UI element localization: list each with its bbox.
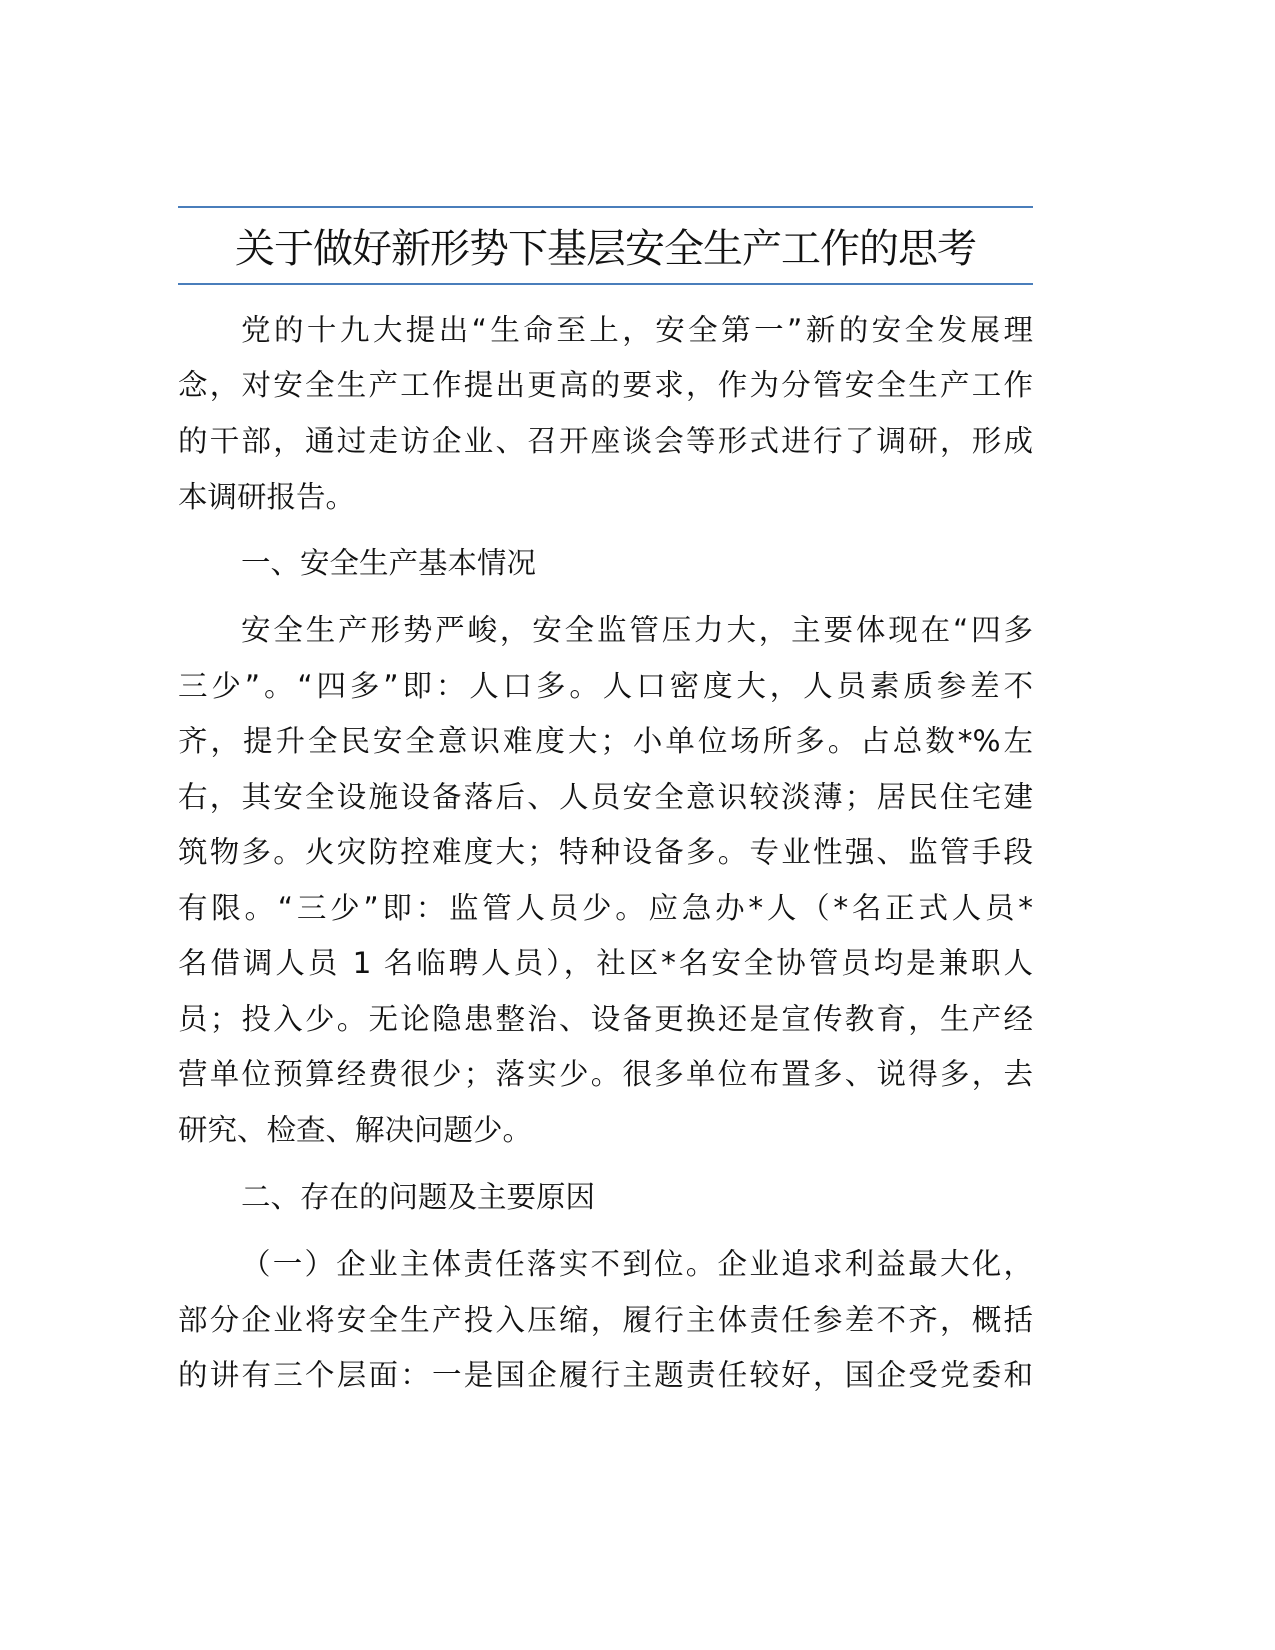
paragraph-line: 的讲有三个层面：一是国企履行主题责任较好，国企受党委和 [178, 1358, 1033, 1392]
paragraph-line: 本调研报告。 [178, 480, 356, 514]
title-bottom-rule [178, 283, 1033, 285]
paragraph-line: 部分企业将安全生产投入压缩，履行主体责任参差不齐，概括 [178, 1303, 1033, 1337]
paragraph-line: 齐，提升全民安全意识难度大；小单位场所多。占总数*%左 [178, 724, 1033, 758]
paragraph-line: 的干部，通过走访企业、召开座谈会等形式进行了调研，形成 [178, 424, 1033, 458]
paragraph-line: 有限。“三少”即：监管人员少。应急办*人（*名正式人员* [178, 891, 1033, 925]
paragraph-line: 员；投入少。无论隐患整治、设备更换还是宣传教育，生产经 [178, 1002, 1033, 1036]
paragraph-line: （一）企业主体责任落实不到位。企业追求利益最大化， [241, 1247, 1033, 1281]
section-heading: 二、存在的问题及主要原因 [241, 1180, 596, 1214]
paragraph-line: 三少”。“四多”即：人口多。人口密度大，人员素质参差不 [178, 669, 1033, 703]
document-title: 关于做好新形势下基层安全生产工作的思考 [235, 226, 976, 272]
paragraph-line: 右，其安全设施设备落后、人员安全意识较淡薄；居民住宅建 [178, 780, 1033, 814]
paragraph-line: 名借调人员 1 名临聘人员），社区*名安全协管员均是兼职人 [178, 946, 1033, 980]
paragraph-line: 筑物多。火灾防控难度大；特种设备多。专业性强、监管手段 [178, 835, 1033, 869]
paragraph-line: 党的十九大提出“生命至上，安全第一”新的安全发展理 [241, 313, 1033, 347]
section-heading: 一、安全生产基本情况 [241, 546, 537, 580]
paragraph-line: 营单位预算经费很少；落实少。很多单位布置多、说得多，去 [178, 1057, 1033, 1091]
paragraph-line: 研究、检查、解决问题少。 [178, 1113, 533, 1147]
title-top-rule [178, 206, 1033, 208]
paragraph-line: 念，对安全生产工作提出更高的要求，作为分管安全生产工作 [178, 368, 1033, 402]
paragraph-line: 安全生产形势严峻，安全监管压力大，主要体现在“四多 [241, 613, 1033, 647]
